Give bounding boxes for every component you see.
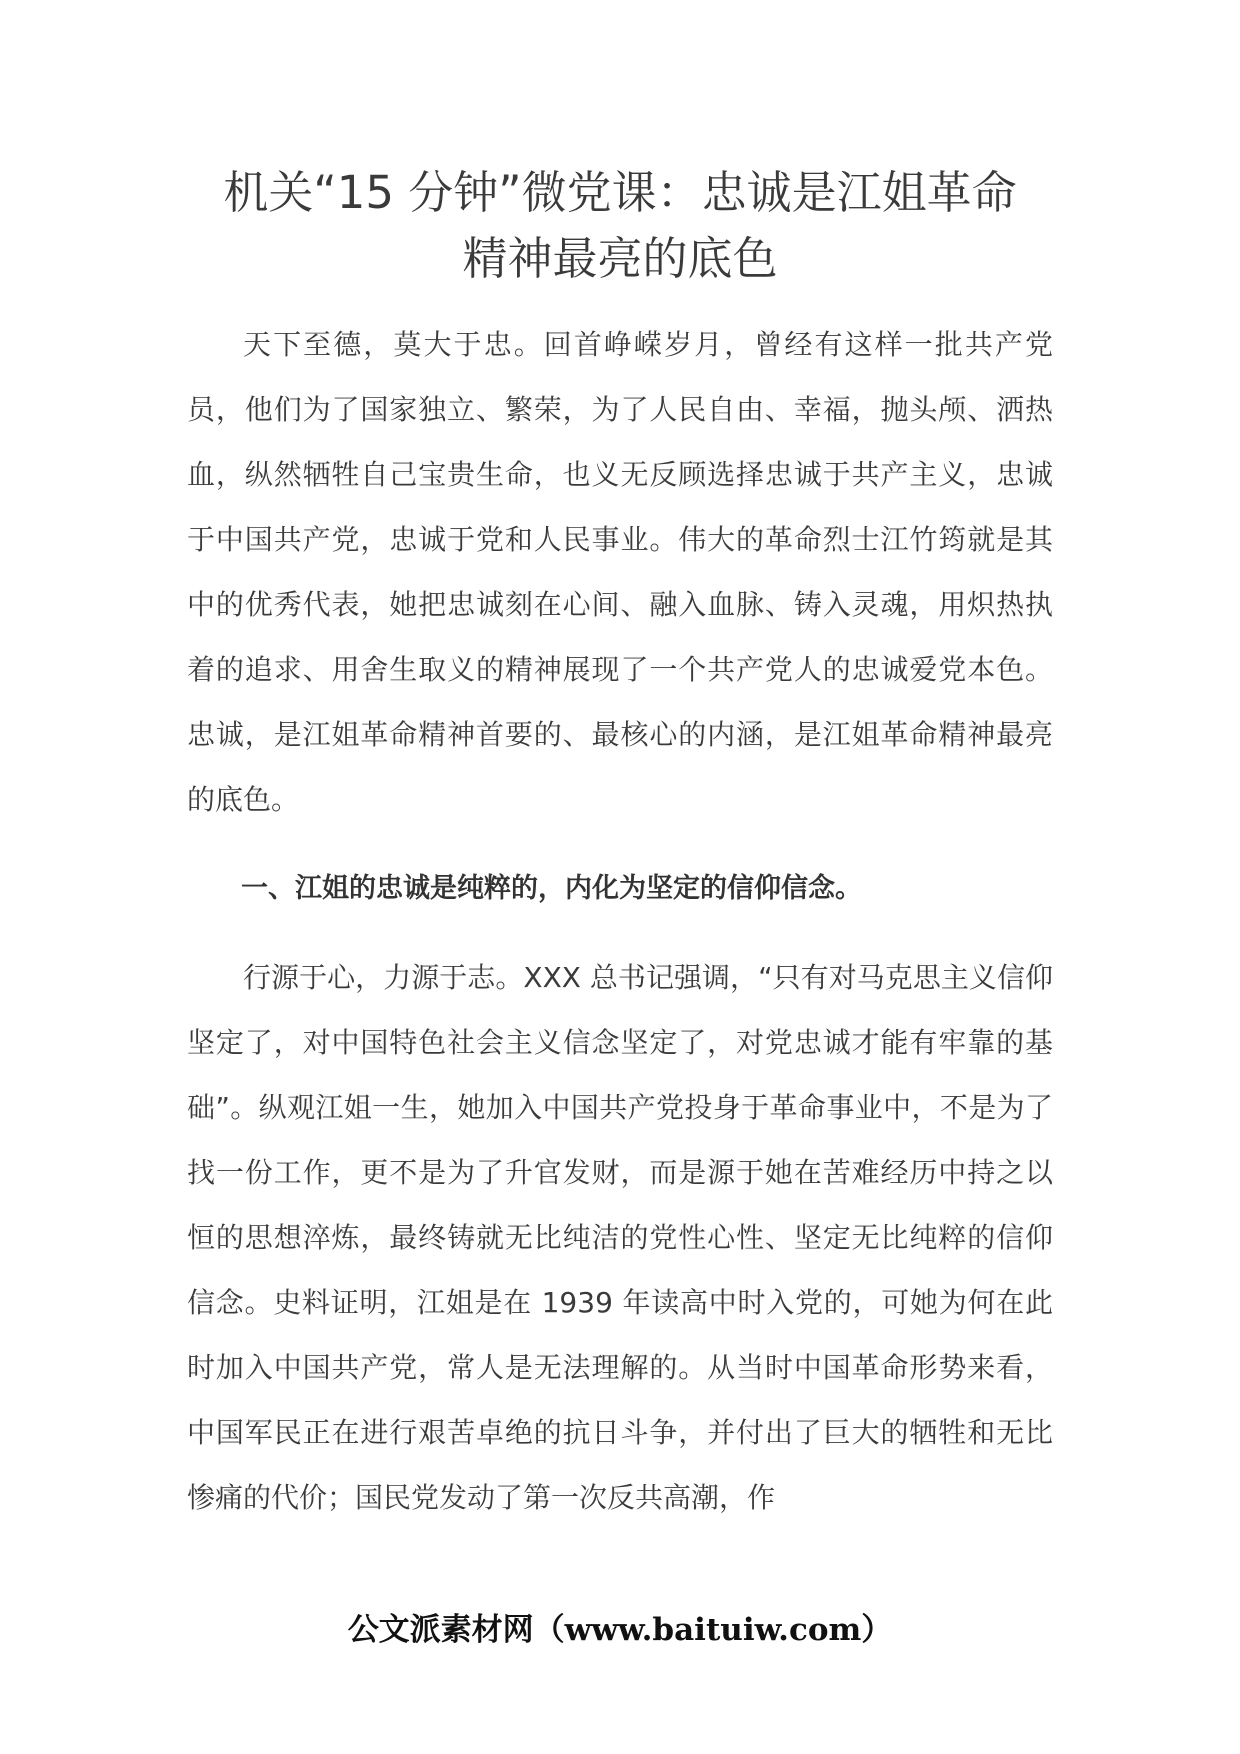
paragraph-intro: 天下至德，莫大于忠。回首峥嵘岁月，曾经有这样一批共产党员，他们为了国家独立、繁荣，为了人民自由、幸福，抛头颅、洒热血，纵然牺牲自己宝贵生命，也义无反顾选择忠诚于共产主义，忠诚于中国共产党，忠诚于党和人民事业。伟大的革命烈士江竹筠就是其中的优秀代表，她把忠诚刻在心间、融入血脉、铸入灵魂，用炽热执着的追求、用舍生取义的精神展现了一个共产党人的忠诚爱党本色。忠诚，是江姐革命精神首要的、最核心的内涵，是江姐革命精神最亮的底色。 [187,328,1053,816]
title-line-1: 机关“15 分钟”微党课：忠诚是江姐革命 [223,166,1017,219]
section-heading-1: 一、江姐的忠诚是纯粹的，内化为坚定的信仰信念。 [241,873,862,904]
footer-source-text: 公文派素材网（www.baituiw.com） [347,1612,893,1648]
title-line-2: 精神最亮的底色 [462,232,778,285]
paragraph-section-1: 行源于心，力源于志。XXX 总书记强调，“只有对马克思主义信仰坚定了，对中国特色社会主义信念坚定了，对党忠诚才能有牢靠的基础”。纵观江姐一生，她加入中国共产党投身于革命事业中，不是为了找一份工作，更不是为了升官发财，而是源于她在苦难经历中持之以恒的思想淬炼，最终铸就无比纯洁的党性心性、坚定无比纯粹的信仰信念。史料证明，江姐是在 1939 年读高中时入党的，可她为何在此时加入中国共产党，常人是无法理解的。从当时中国革命形势来看，中国军民正在进行艰苦卓绝的抗日斗争，并付出了巨大的牺牲和无比惨痛的代价；国民党发动了第一次反共高潮，作 [187,961,1053,1514]
document-body [187,312,1053,1530]
document-title [160,160,1080,292]
